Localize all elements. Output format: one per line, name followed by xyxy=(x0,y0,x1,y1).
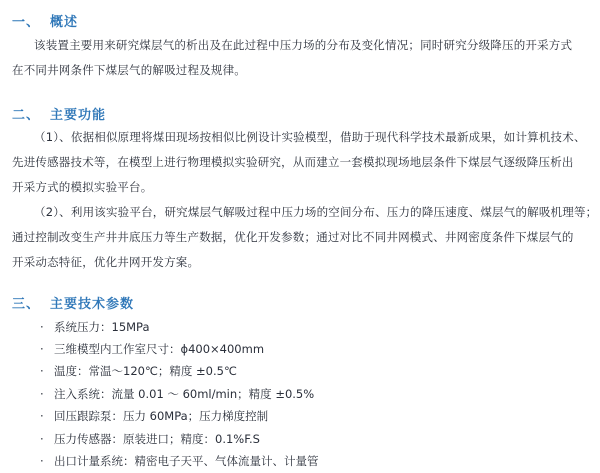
section-2-line-1: （1）、依据相似原理将煤田现场按相似比例设计实验模型，借助于现代科学技术最新成果，如计算机技术、 xyxy=(34,130,586,144)
bullet-marker: · xyxy=(40,320,44,334)
bullet-marker: · xyxy=(40,409,44,423)
spec-item xyxy=(40,319,150,335)
bullet-marker: · xyxy=(40,364,44,378)
section-2-line-2: 先进传感器技术等，在模型上进行物理模拟实验研究，从而建立一套模拟现场地层条件下煤层气逐级降压析出 xyxy=(12,155,574,169)
section-1-heading xyxy=(12,11,78,30)
section-2-line-5: 通过控制改变生产井井底压力等生产数据，优化开发参数；通过对比不同井网模式、井网密度条件下煤层气的 xyxy=(12,230,574,244)
bullet-marker: · xyxy=(40,432,44,446)
section-1-line-2: 在不同井网条件下煤层气的解吸过程及规律。 xyxy=(12,63,246,77)
section-2-line-3: 开采方式的模拟实验平台。 xyxy=(12,180,153,194)
spec-item-text: 回压跟踪泵：压力 60MPa；压力梯度控制 xyxy=(54,409,269,423)
spec-item-text: 压力传感器：原装进口；精度：0.1%F.S xyxy=(54,432,260,446)
section-1-number: 一、 xyxy=(12,15,41,30)
bullet-marker: · xyxy=(40,342,44,356)
spec-item xyxy=(40,453,319,469)
spec-item xyxy=(40,363,237,379)
section-2-title: 主要功能 xyxy=(50,108,107,123)
section-3-number: 三、 xyxy=(12,297,41,312)
section-2-heading xyxy=(12,104,106,123)
spec-item-text: 三维模型内工作室尺寸：ϕ400×400mm xyxy=(54,342,265,356)
section-2-line-6: 开采动态特征，优化井网开发方案。 xyxy=(12,255,200,269)
bullet-marker: · xyxy=(40,387,44,401)
bullet-marker: · xyxy=(40,454,44,468)
section-1-line-1: 该装置主要用来研究煤层气的析出及在此过程中压力场的分布及变化情况；同时研究分级降压的开采方式 xyxy=(34,38,573,52)
spec-item-text: 出口计量系统：精密电子天平、气体流量计、计量管 xyxy=(54,454,319,468)
spec-item xyxy=(40,408,268,424)
section-3-title: 主要技术参数 xyxy=(50,297,135,312)
spec-item xyxy=(40,386,314,402)
spec-item-text: 温度：常温～120℃；精度 ±0.5℃ xyxy=(54,364,237,378)
section-1-title: 概述 xyxy=(50,15,79,30)
section-3-heading xyxy=(12,293,134,312)
spec-item xyxy=(40,431,260,447)
spec-item-text: 系统压力：15MPa xyxy=(54,320,150,334)
spec-item xyxy=(40,341,264,357)
spec-item-text: 注入系统：流量 0.01 ～ 60ml/min；精度 ±0.5% xyxy=(54,387,315,401)
section-2-line-4: （2）、利用该实验平台，研究煤层气解吸过程中压力场的空间分布、压力的降压速度、煤层气的解吸机理等； xyxy=(34,205,598,219)
section-2-number: 二、 xyxy=(12,108,41,123)
